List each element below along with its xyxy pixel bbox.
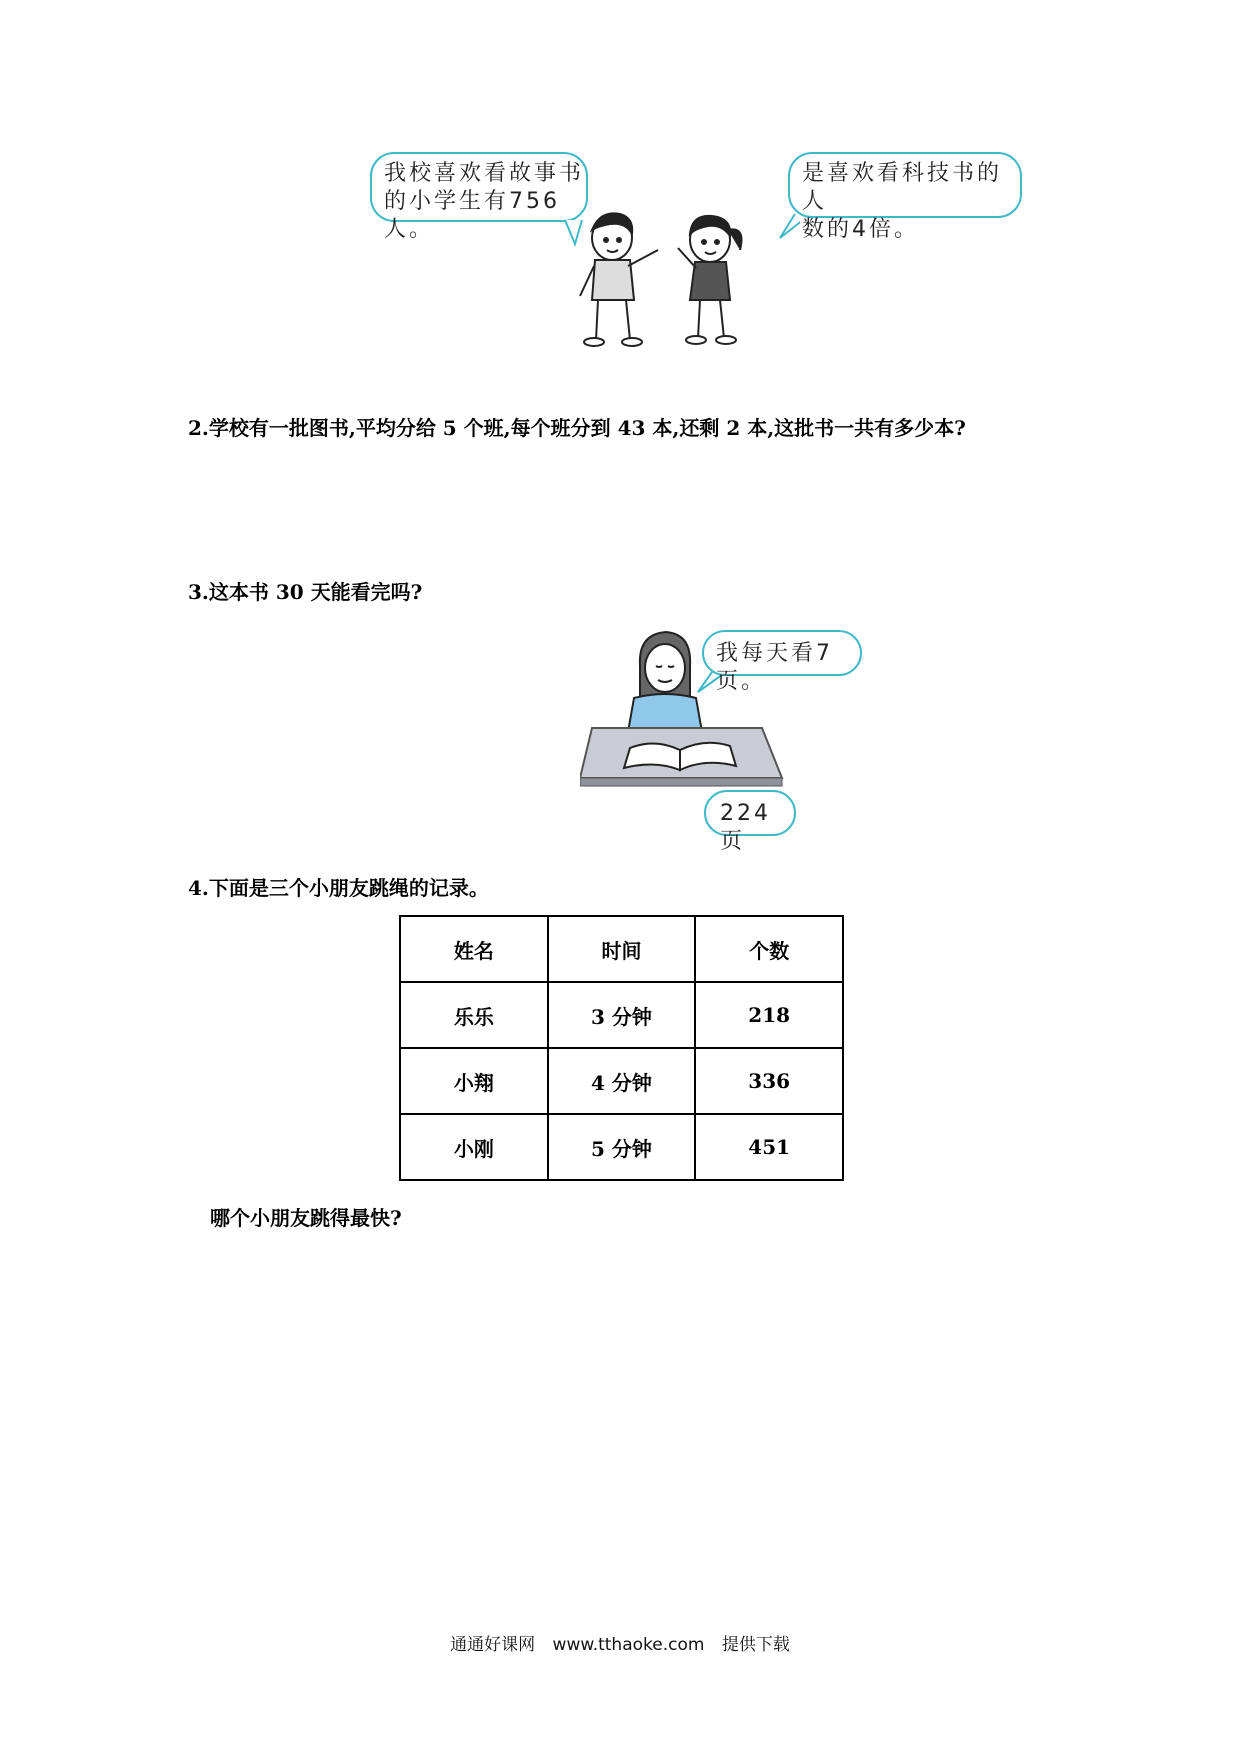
- girl-speech-line-1: 是喜欢看科技书的人: [802, 161, 1003, 214]
- table-cell: 218: [695, 982, 843, 1048]
- table-row: [400, 982, 843, 1048]
- table-cell: 451: [695, 1114, 843, 1180]
- desk-edge: [580, 778, 782, 786]
- daily-pages-bubble: [702, 630, 862, 694]
- table-cell: 4 分钟: [548, 1048, 696, 1114]
- boy-girl-illustration: [540, 200, 800, 350]
- table-cell: 乐乐: [400, 982, 548, 1048]
- question-2: 2.学校有一批图书,平均分给 5 个班,每个班分到 43 本,还剩 2 本,这批书一共有多少本?: [188, 416, 966, 440]
- daily-pages-text: 我每天看7页。: [716, 641, 833, 694]
- table-row: [400, 1048, 843, 1114]
- table-header-cell: 时间: [548, 916, 696, 982]
- jump-rope-table: [399, 915, 844, 1181]
- question-4: 4.下面是三个小朋友跳绳的记录。: [188, 876, 489, 900]
- table-cell: 5 分钟: [548, 1114, 696, 1180]
- table-row: [400, 1114, 843, 1180]
- question-4-sub: 哪个小朋友跳得最快?: [210, 1206, 402, 1230]
- table-header-cell: 姓名: [400, 916, 548, 982]
- boy-figure: [580, 213, 658, 346]
- footer-site: 通通好课网: [450, 1635, 536, 1655]
- table-cell: 小刚: [400, 1114, 548, 1180]
- table-cell: 小翔: [400, 1048, 548, 1114]
- table-cell: 336: [695, 1048, 843, 1114]
- girl-speech-bubble: [788, 152, 1022, 242]
- table-header-row: [400, 916, 843, 982]
- question-3: 3.这本书 30 天能看完吗?: [188, 580, 423, 604]
- girl-figure: [678, 216, 742, 344]
- boy-speech-line-1: 我校喜欢看故事书: [384, 161, 585, 186]
- book-pages-bubble: [704, 790, 796, 854]
- footer-url[interactable]: www.tthaoke.com: [552, 1635, 705, 1655]
- footer: [0, 1630, 1240, 1655]
- table-header-cell: 个数: [695, 916, 843, 982]
- table-cell: 3 分钟: [548, 982, 696, 1048]
- reading-girl-figure: [628, 632, 702, 732]
- boy-speech-line-2: 的小学生有756人。: [384, 189, 560, 242]
- book-pages-text: 224页: [720, 801, 771, 854]
- girl-speech-line-2: 数的4倍。: [802, 217, 919, 242]
- footer-suffix: 提供下载: [721, 1635, 790, 1655]
